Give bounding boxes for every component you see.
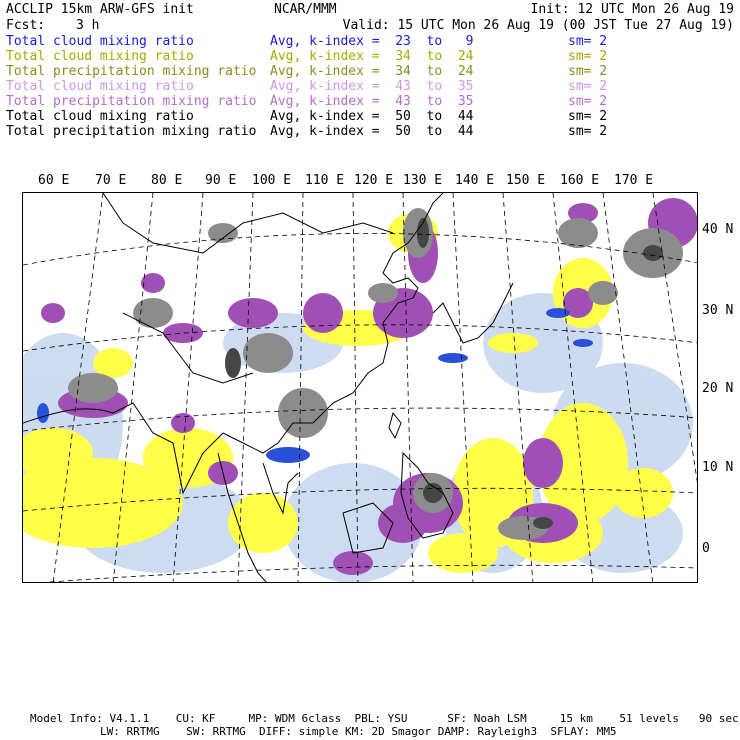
field-sm: sm= 2 (568, 94, 608, 109)
weather-map (22, 192, 698, 583)
field-row (6, 94, 734, 109)
valid-time: Valid: 15 UTC Mon 26 Aug 19 (00 JST Tue 27 Aug 19) (342, 18, 734, 33)
model-info-line-2: LW: RRTMG SW: RRTMG DIFF: simple KM: 2D Smagor DAMP: Rayleigh3 SFLAY: MM5 (100, 725, 617, 738)
field-sm: sm= 2 (568, 109, 608, 124)
fcst-value: 3 h (76, 18, 100, 33)
field-name: Total cloud mixing ratio (6, 34, 194, 49)
lon-label: 120 E (354, 173, 394, 188)
field-name: Total precipitation mixing ratio (6, 64, 257, 79)
lat-label: 40 N (702, 222, 734, 237)
field-avg: Avg, k-index = 34 to 24 (270, 49, 474, 64)
field-row (6, 64, 734, 79)
field-name: Total precipitation mixing ratio (6, 124, 257, 139)
map-canvas (23, 193, 698, 583)
field-avg: Avg, k-index = 43 to 35 (270, 79, 474, 94)
lon-label: 170 E (614, 173, 654, 188)
lon-label: 160 E (560, 173, 600, 188)
field-name: Total cloud mixing ratio (6, 109, 194, 124)
field-avg: Avg, k-index = 43 to 35 (270, 94, 474, 109)
lat-label: 0 (702, 541, 710, 556)
field-row (6, 34, 734, 49)
field-row (6, 79, 734, 94)
field-avg: Avg, k-index = 34 to 24 (270, 64, 474, 79)
field-avg: Avg, k-index = 50 to 44 (270, 124, 474, 139)
field-row (6, 109, 734, 124)
model-title: ACCLIP 15km ARW-GFS init (6, 2, 194, 17)
lat-label: 10 N (702, 460, 734, 475)
field-avg: Avg, k-index = 23 to 9 (270, 34, 474, 49)
model-info-line-1: Model Info: V4.1.1 CU: KF MP: WDM 6class PBL: YSU SF: Noah LSM 15 km 51 levels 90 sec (30, 712, 739, 725)
init-time: Init: 12 UTC Mon 26 Aug 19 (530, 2, 734, 17)
field-sm: sm= 2 (568, 34, 608, 49)
header-row-2 (6, 18, 734, 33)
lon-label: 100 E (252, 173, 292, 188)
field-sm: sm= 2 (568, 64, 608, 79)
header-row-1 (6, 2, 734, 17)
field-sm: sm= 2 (568, 49, 608, 64)
field-avg: Avg, k-index = 50 to 44 (270, 109, 474, 124)
lon-label: 110 E (305, 173, 345, 188)
field-name: Total precipitation mixing ratio (6, 94, 257, 109)
field-row (6, 49, 734, 64)
lon-label: 150 E (506, 173, 546, 188)
field-name: Total cloud mixing ratio (6, 79, 194, 94)
field-name: Total cloud mixing ratio (6, 49, 194, 64)
lon-label: 60 E (38, 173, 70, 188)
fcst-label: Fcst: (6, 18, 46, 33)
lon-label: 80 E (151, 173, 183, 188)
field-row (6, 124, 734, 139)
lat-label: 20 N (702, 381, 734, 396)
center-title: NCAR/MMM (274, 2, 337, 17)
lon-label: 130 E (403, 173, 443, 188)
lon-label: 140 E (455, 173, 495, 188)
cloud-fields (23, 198, 698, 583)
lon-label: 90 E (205, 173, 237, 188)
field-sm: sm= 2 (568, 124, 608, 139)
field-sm: sm= 2 (568, 79, 608, 94)
lon-label: 70 E (95, 173, 127, 188)
lat-label: 30 N (702, 303, 734, 318)
